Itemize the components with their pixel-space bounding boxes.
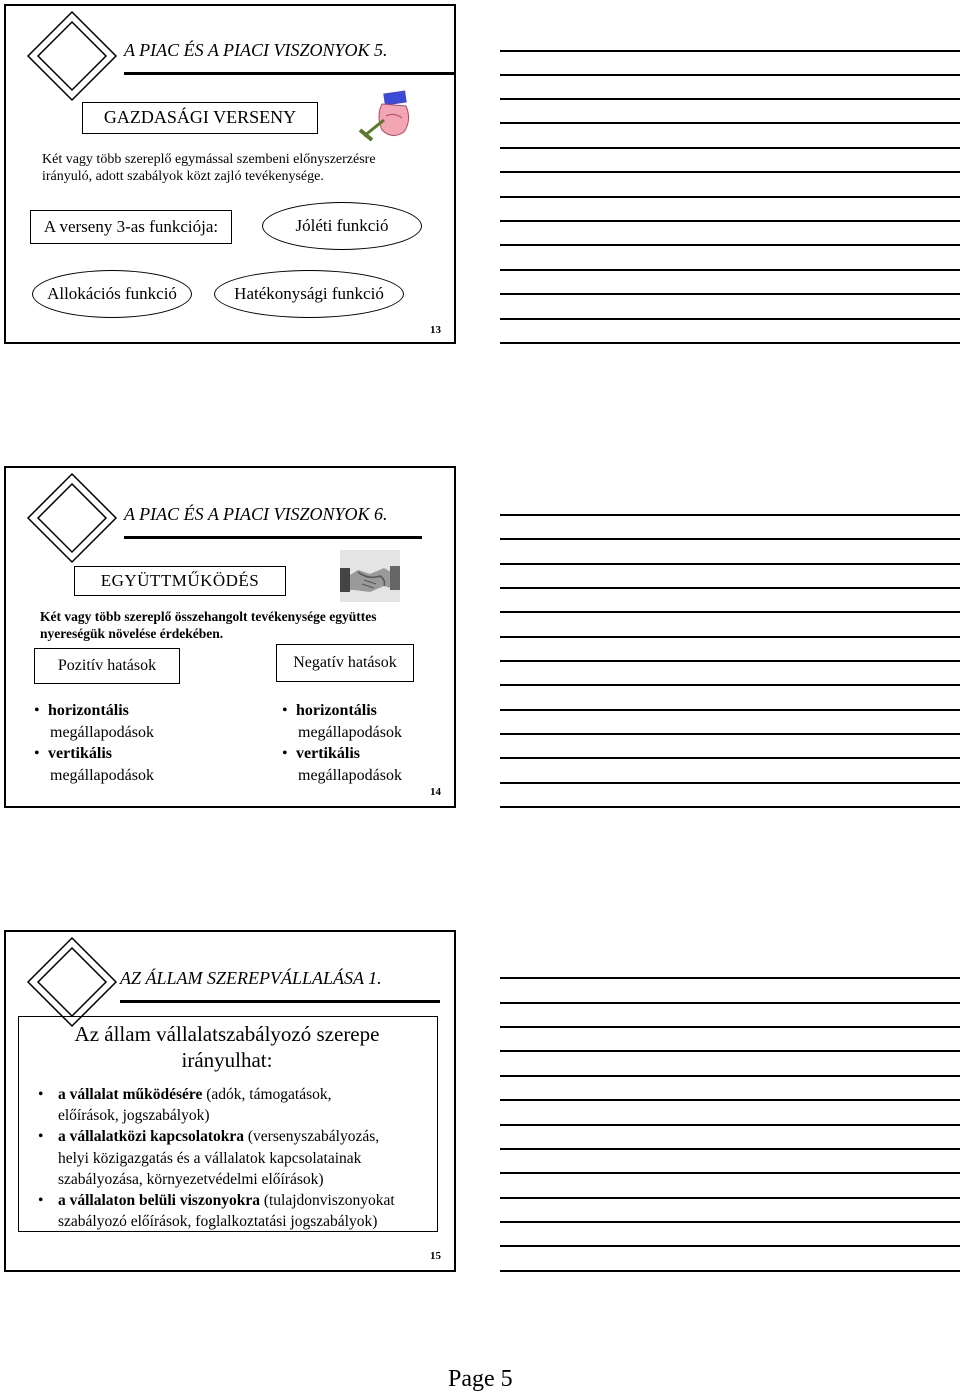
list-item: • horizontális megállapodások: [282, 700, 402, 743]
note-line: [500, 98, 960, 100]
negative-effects-label: Negatív hatások: [276, 644, 414, 682]
note-line: [500, 1148, 960, 1150]
note-line: [500, 587, 960, 589]
note-line: [500, 293, 960, 295]
diamond-logo-icon: [26, 936, 118, 1028]
efficiency-function-oval: Hatékonysági funkció: [214, 270, 404, 318]
note-line: [500, 660, 960, 662]
section-heading-line-2: irányulhat:: [181, 1048, 273, 1072]
handshake-icon: [340, 550, 400, 602]
section-heading: GAZDASÁGI VERSENY: [82, 102, 318, 134]
hand-gavel-icon: [356, 90, 416, 146]
note-line: [500, 1099, 960, 1101]
note-line: [500, 538, 960, 540]
negative-effects-list: [282, 700, 402, 786]
functions-label: A verseny 3-as funkciója:: [30, 210, 232, 244]
note-line: [500, 977, 960, 979]
slide-title: A PIAC ÉS A PIACI VISZONYOK 6.: [124, 504, 388, 524]
slide-15: [4, 930, 456, 1272]
slide-title: AZ ÁLLAM SZEREPVÁLLALÁSA 1.: [120, 968, 382, 988]
note-line: [500, 1221, 960, 1223]
note-line: [500, 122, 960, 124]
slide-13: [4, 4, 456, 344]
note-line: [500, 74, 960, 76]
slide-page-number: 13: [430, 324, 441, 336]
note-line: [500, 147, 960, 149]
list-item: • horizontális megállapodások: [34, 700, 154, 743]
regulation-list: [38, 1084, 395, 1232]
note-line: [500, 684, 960, 686]
slide-page-number: 15: [430, 1250, 441, 1262]
list-item: • a vállalatközi kapcsolatokra (versenyszabályozás, helyi közigazgatás és a vállalatok kapcsolatainak szabályozása, környezetvédelmi előírások): [38, 1126, 395, 1190]
note-line: [500, 1002, 960, 1004]
note-line: [500, 514, 960, 516]
list-item: • a vállalat működésére (adók, támogatások, előírások, jogszabályok): [38, 1084, 395, 1126]
title-rule: [124, 536, 422, 539]
section-heading-line-1: Az állam vállalatszabályozó szerepe: [74, 1022, 380, 1046]
note-line: [500, 709, 960, 711]
note-line: [500, 342, 960, 344]
note-line: [500, 1270, 960, 1272]
note-line: [500, 563, 960, 565]
note-line: [500, 733, 960, 735]
page-footer: Page 5: [448, 1366, 513, 1392]
note-line: [500, 1050, 960, 1052]
welfare-function-oval: Jóléti funkció: [262, 202, 422, 250]
definition-line-1: Két vagy több szereplő egymással szembeni előnyszerzésre: [42, 152, 376, 167]
definition-line-2: irányuló, adott szabályok közt zajló tevékenysége.: [42, 169, 324, 184]
list-item: • vertikális megállapodások: [282, 743, 402, 786]
note-line: [500, 1172, 960, 1174]
note-line: [500, 1075, 960, 1077]
note-line: [500, 782, 960, 784]
note-line: [500, 196, 960, 198]
note-line: [500, 757, 960, 759]
allocation-function-oval: Allokációs funkció: [32, 270, 192, 318]
definition-line-1: Két vagy több szereplő összehangolt tevékenysége együttes: [40, 609, 377, 624]
slide-title: A PIAC ÉS A PIACI VISZONYOK 5.: [124, 40, 388, 60]
note-line: [500, 1026, 960, 1028]
note-line: [500, 806, 960, 808]
note-line: [500, 171, 960, 173]
positive-effects-list: [34, 700, 154, 786]
list-item: • a vállalaton belüli viszonyokra (tulajdonviszonyokat szabályozó előírások, foglalkoztatási jogszabályok): [38, 1190, 395, 1232]
title-rule: [120, 1000, 440, 1003]
definition-line-2: nyereségük növelése érdekében.: [40, 626, 224, 641]
slide-14: [4, 466, 456, 808]
slide-page-number: 14: [430, 786, 441, 798]
list-item: • vertikális megállapodások: [34, 743, 154, 786]
section-heading: EGYÜTTMŰKÖDÉS: [74, 566, 286, 596]
note-line: [500, 244, 960, 246]
note-line: [500, 269, 960, 271]
diamond-logo-icon: [26, 472, 118, 564]
note-line: [500, 1197, 960, 1199]
note-line: [500, 636, 960, 638]
note-line: [500, 611, 960, 613]
diamond-logo-icon: [26, 10, 118, 102]
note-line: [500, 318, 960, 320]
note-line: [500, 220, 960, 222]
positive-effects-label: Pozitív hatások: [34, 648, 180, 684]
note-line: [500, 1124, 960, 1126]
note-line: [500, 1245, 960, 1247]
note-line: [500, 50, 960, 52]
title-rule: [124, 72, 454, 75]
